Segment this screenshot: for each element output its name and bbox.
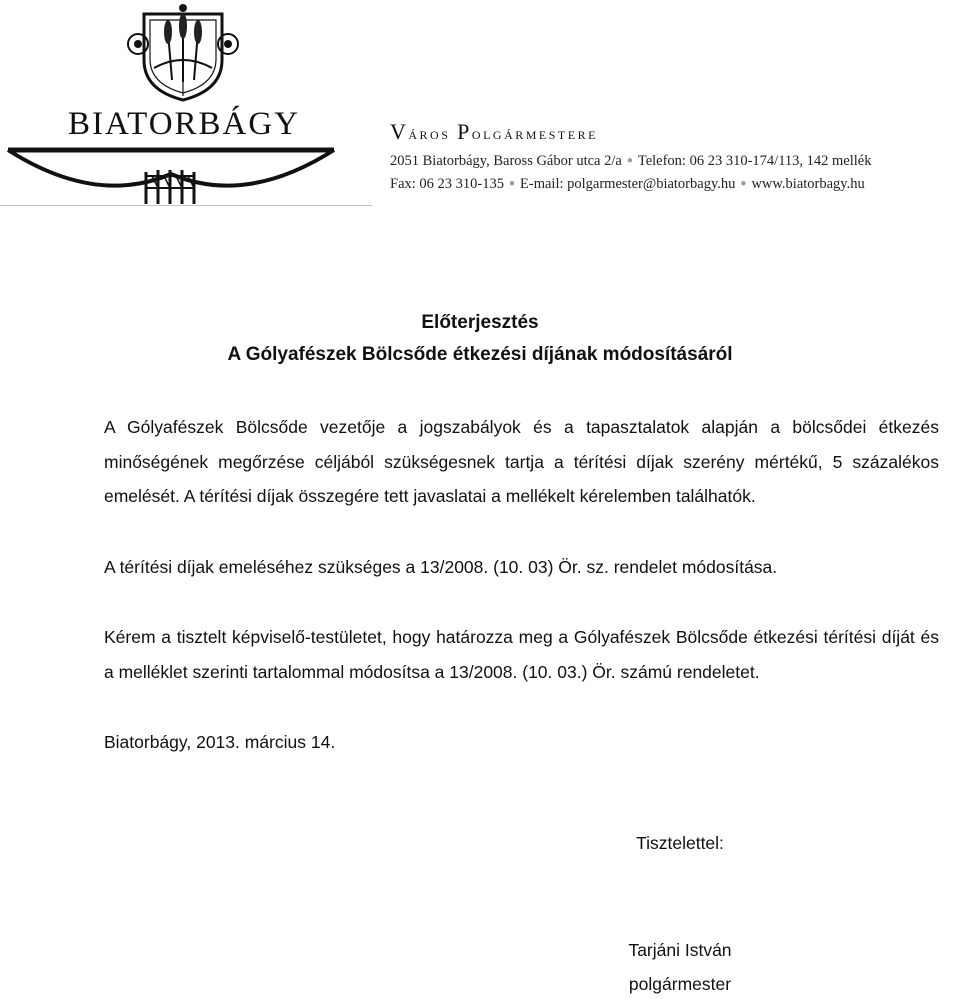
- separator-dot-icon: ●: [508, 178, 516, 189]
- signer-name: Tarjáni István: [628, 940, 732, 960]
- address-text: 2051 Biatorbágy, Baross Gábor utca 2/a: [390, 153, 622, 169]
- closing-greeting: Tisztelettel:: [636, 833, 724, 853]
- office-name: Város Polgármestere: [390, 119, 598, 144]
- separator-dot-icon: ●: [740, 178, 747, 189]
- decree-line: A térítési díjak emeléséhez szükséges a 13/2008. (10. 03) Ör. sz. rendelet módosítása.: [104, 557, 778, 577]
- document-subtitle: A Gólyafészek Bölcsőde étkezési díjának módosításáról: [227, 344, 733, 365]
- body-paragraph-1: A Gólyafészek Bölcsőde vezetője a jogszabályok és a tapasztalatok alapján a bölcsődei étkezés minőségének megőrzése céljából szükségesnek tartja a térítési díjak szerény mértékű, 5 százalékos emelését. A térítési díjak összegére tett javaslatai a mellékelt kérelemben találhatók.: [104, 417, 939, 506]
- letterhead: [0, 0, 960, 210]
- coat-of-arms-icon: [124, 2, 242, 102]
- letterhead-divider: [0, 205, 372, 206]
- email-text: E-mail: polgarmester@biatorbagy.hu: [520, 176, 736, 192]
- phone-text: Telefon: 06 23 310-174/113, 142 mellék: [637, 153, 872, 169]
- viaduct-logo-icon: [6, 136, 336, 206]
- city-name-logo: BIATORBÁGY: [67, 106, 301, 142]
- place-date: Biatorbágy, 2013. március 14.: [104, 732, 336, 752]
- contact-line-1: [390, 153, 872, 170]
- document-title: Előterjesztés: [421, 312, 539, 333]
- separator-dot-icon: ●: [626, 155, 633, 166]
- fax-text: Fax: 06 23 310-135: [390, 176, 504, 192]
- signer-title: polgármester: [628, 974, 732, 994]
- website-text: www.biatorbagy.hu: [751, 176, 865, 192]
- contact-line-2: [390, 176, 865, 193]
- body-paragraph-2: Kérem a tisztelt képviselő-testületet, hogy határozza meg a Gólyafészek Bölcsőde étkezési térítési díját és a melléklet szerinti tartalommal módosítsa a 13/2008. (10. 03.) Ör. számú rendeletet.: [104, 627, 939, 682]
